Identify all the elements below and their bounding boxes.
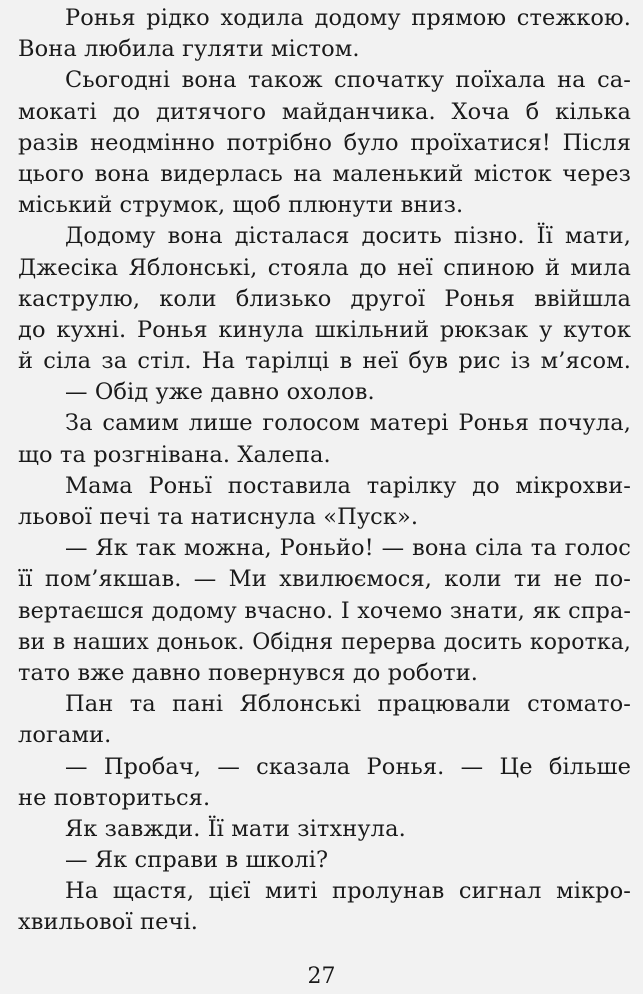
text-line: Ронья рідко ходила додому прямою стежкою.: [65, 5, 631, 31]
text-line: її пом’якшав. — Ми хвилюємося, коли ти не по-: [18, 566, 631, 593]
text-line: — Як справи в школі?: [65, 847, 329, 874]
text-line: Мама Роньї поставила тарілку до мікрохви-: [65, 472, 631, 499]
text-line: — Обід уже давно охолов.: [65, 379, 375, 406]
text-line: каструлю, коли близько другої Ронья ввійшла: [18, 285, 631, 312]
text-line: хвильової печі.: [18, 909, 199, 936]
text-line: Сьогодні вона також спочатку поїхала на са-: [65, 67, 631, 94]
text-line: Вона любила гуляти містом.: [18, 36, 360, 63]
text-line: — Як так можна, Роньйо! — вона сіла та голос: [65, 535, 631, 562]
text-line: Пан та пані Яблонські працювали стомато-: [65, 691, 631, 718]
text-line: не повториться.: [18, 784, 211, 811]
text-line: що та розгнівана. Халепа.: [18, 441, 331, 468]
text-line: міський струмок, щоб плюнути вниз.: [18, 192, 464, 219]
text-line: Додому вона дісталася досить пізно. Її мати,: [65, 223, 631, 250]
text-line: й сіла за стіл. На тарілці в неї був рис із м’ясом.: [18, 348, 631, 375]
text-line: На щастя, цієї миті пролунав сигнал мікро-: [65, 878, 631, 905]
text-line: За самим лише голосом матері Ронья почула,: [65, 410, 631, 437]
text-line: — Пробач, — сказала Ронья. — Це більше: [65, 753, 631, 780]
text-line: ви в наших доньок. Обідня перерва досить коротка,: [18, 629, 631, 655]
text-line: разів неодмінно потрібно було проїхатися! Після: [18, 129, 631, 156]
text-line: мокаті до дитячого майданчика. Хоча б кілька: [18, 98, 631, 125]
text-line: льової печі та натиснула «Пуск».: [18, 504, 419, 530]
text-line: вертаєшся додому вчасно. І хочемо знати, як спра-: [18, 597, 631, 624]
text-line: Джесіка Яблонські, стояла до неї спиною й мила: [18, 254, 631, 281]
text-line: тато вже давно повернувся до роботи.: [18, 659, 479, 686]
body-text: [18, 3, 631, 939]
page-number: 27: [307, 964, 336, 989]
text-line: до кухні. Ронья кинула шкільний рюкзак у куток: [18, 316, 631, 343]
text-line: Як завжди. Її мати зітхнула.: [65, 815, 406, 842]
text-line: логами.: [18, 722, 112, 749]
text-line: цього вона видерлась на маленький місток через: [18, 160, 631, 187]
